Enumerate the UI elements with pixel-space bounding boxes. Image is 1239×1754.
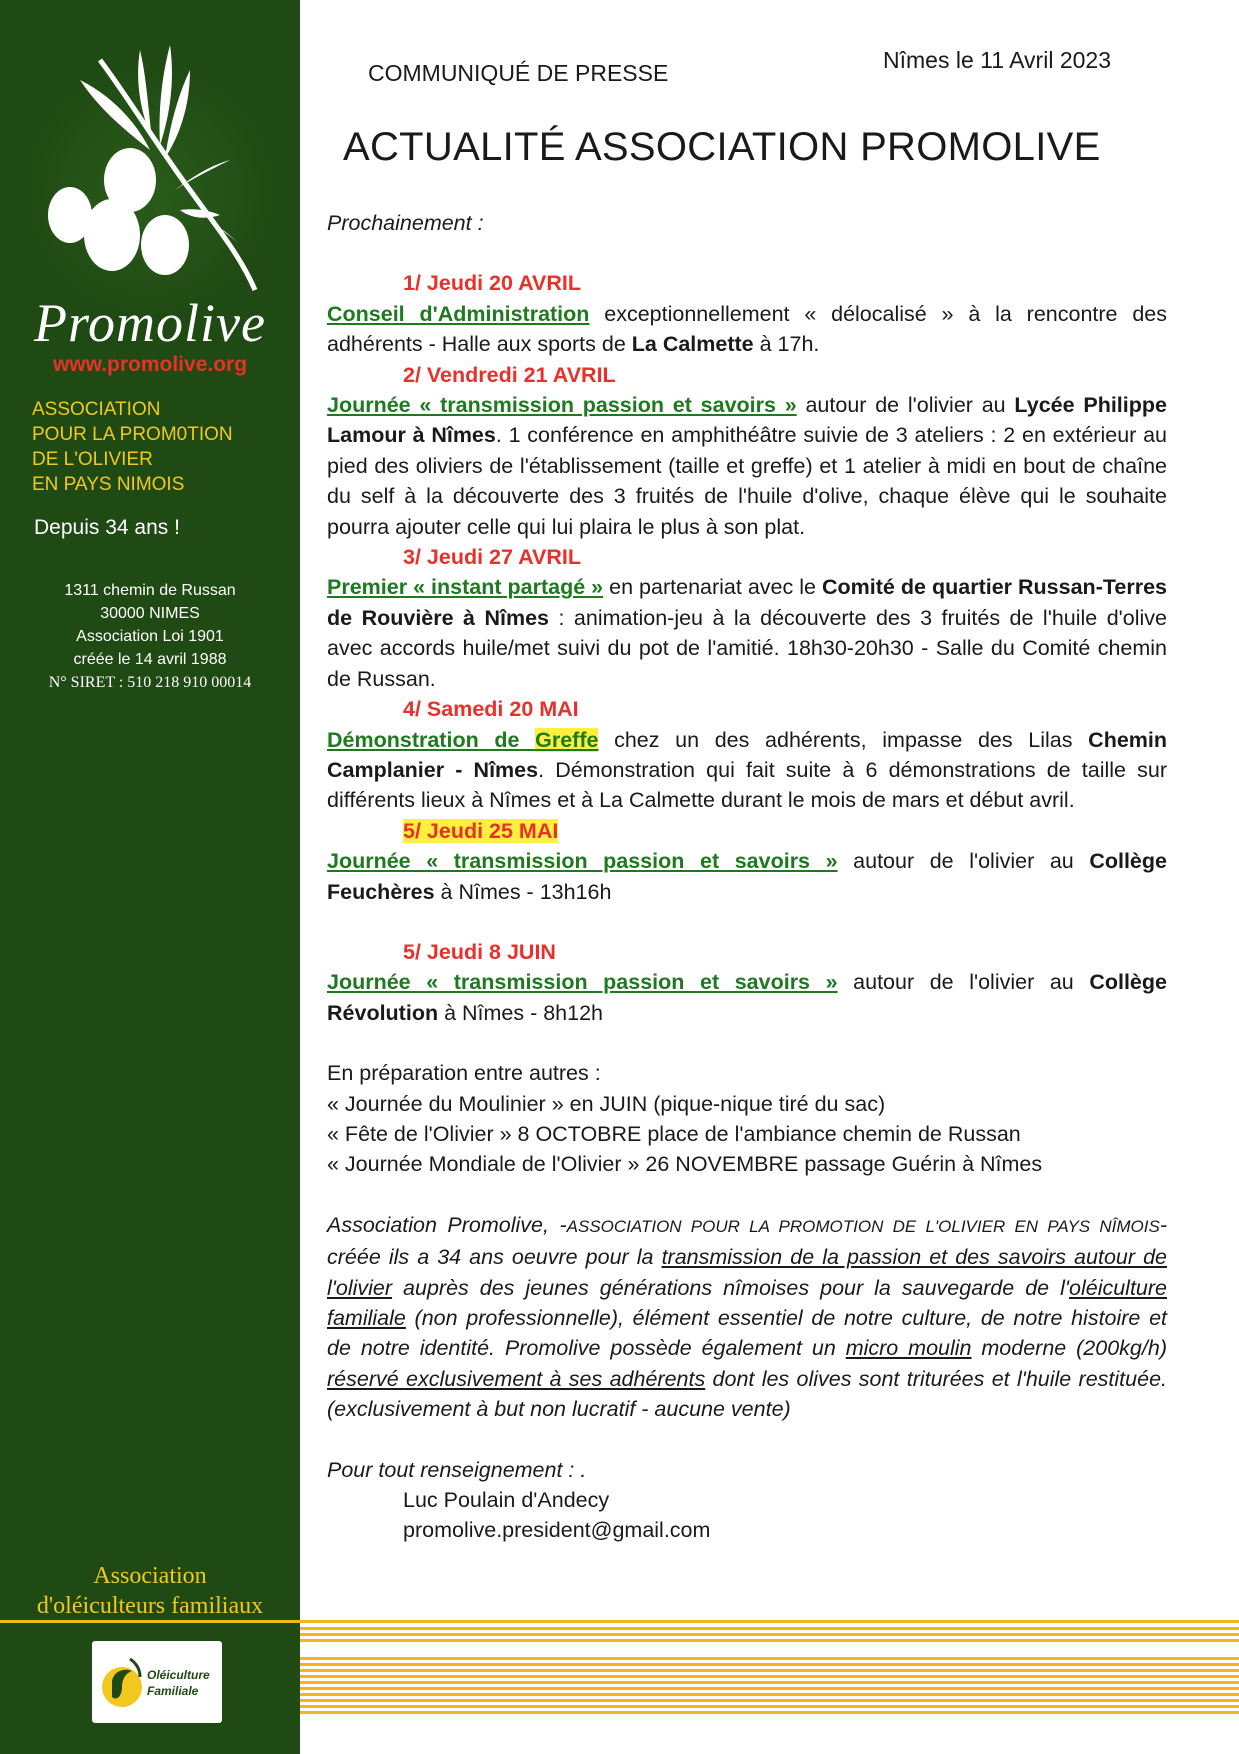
main-content	[327, 208, 1167, 1546]
event-date: 3/ Jeudi 27 AVRIL	[403, 545, 582, 570]
event-title-highlight[interactable]: Greffe	[535, 727, 599, 752]
about-text: (non professionnelle), élément essentiel de notre culture, de notre histoire et de notre identité. Promolive possède également un	[327, 1306, 1167, 1361]
event-date	[327, 816, 1167, 846]
since-text: Depuis 34 ans !	[34, 516, 180, 539]
address-line: 1311 chemin de Russan	[64, 582, 236, 599]
about-underlined: transmission de la passion et des savoirs autour de l'olivier	[327, 1245, 1167, 1300]
event-text: exceptionnellement « délocalisé » à la rencontre des adhérents - Halle aux sports de	[327, 301, 1167, 357]
event-text: chez un des adhérents, impasse des Lilas	[598, 727, 1089, 752]
about-text: auprès des jeunes générations nîmoises pour la sauvegarde de l'	[392, 1275, 1069, 1300]
association-line: POUR LA PROM0TION	[32, 424, 233, 445]
event-text: autour de l'olivier au	[837, 849, 1090, 874]
preparation-item: « Journée Mondiale de l'Olivier » 26 NOVEMBRE passage Guérin à Nîmes	[327, 1152, 1043, 1177]
event-description	[327, 572, 1167, 694]
event-title-link[interactable]: Journée « transmission passion et savoirs »	[327, 393, 797, 418]
event-date: 5/ Jeudi 8 JUIN	[403, 939, 556, 964]
event-date: 1/ Jeudi 20 AVRIL	[403, 271, 582, 296]
event-text: à 17h.	[753, 332, 820, 357]
about-smallcaps: ASSOCIATION POUR LA PROMOTION DE L'OLIVIER EN PAYS NÎMOIS	[566, 1216, 1160, 1236]
event-text: . 1 conférence en amphithéâtre suivie de 3 ateliers : 2 en extérieur au pied des oliviers de l'établissement (taille et greffe) et 1 atelier à midi en bout de chaîne du self à la découverte des 3 fruités de l'huile d'olive, chaque élève qui le souhaite pourra ajouter celle qui lui plaira le plus à son plat.	[327, 423, 1167, 539]
association-name	[32, 397, 233, 497]
event-description	[327, 390, 1167, 542]
address-line: 30000 NIMES	[100, 605, 200, 622]
olive-badge-icon	[100, 1653, 146, 1711]
about-underlined: micro moulin	[845, 1336, 972, 1361]
event-venue: Collège Révolution	[327, 970, 1167, 1025]
intro-text: Prochainement :	[327, 211, 484, 235]
preparation-item: « Journée du Moulinier » en JUIN (pique-nique tiré du sac)	[327, 1091, 886, 1116]
page-title: ACTUALITÉ ASSOCIATION PROMOLIVE	[343, 125, 1101, 169]
contact-intro: Pour tout renseignement : .	[327, 1457, 587, 1482]
badge-line: Oléiculture	[147, 1668, 210, 1682]
event-date-highlight: 5/ Jeudi 25 MAI	[403, 818, 559, 843]
event-title-link[interactable]: Journée « transmission passion et savoirs »	[327, 849, 838, 874]
event-text: autour de l'olivier au	[837, 970, 1090, 995]
footer-line: d'oléiculteurs familiaux	[36, 1593, 264, 1619]
event-title-link[interactable]: Conseil d'Administration	[327, 301, 590, 326]
event-description	[327, 299, 1167, 360]
about-underlined: oléiculture familiale	[327, 1275, 1167, 1330]
event-title-link[interactable]: Premier « instant partagé »	[327, 575, 604, 600]
event-description	[327, 967, 1167, 1028]
address-line: Association Loi 1901	[76, 628, 224, 645]
oleiculture-familiale-badge	[92, 1641, 222, 1723]
about-text: Association Promolive, -	[327, 1212, 567, 1237]
event-venue: Chemin Camplanier - Nîmes	[327, 727, 1168, 782]
event-venue: Comité de quartier Russan-Terres de Rouvière à Nîmes	[327, 575, 1167, 630]
address-block	[0, 579, 300, 694]
about-text: moderne (200kg/h)	[971, 1336, 1167, 1361]
sidebar	[0, 0, 300, 1754]
event-text: . Démonstration qui fait suite à 6 démonstrations de taille sur différents lieux à Nîmes et à La Calmette durant le mois de mars et début avril.	[327, 757, 1167, 813]
event-venue: La Calmette	[631, 332, 754, 357]
footer-line: Association	[93, 1563, 207, 1589]
event-venue: Collège Feuchères	[327, 849, 1167, 904]
contact-name: Luc Poulain d'Andecy	[403, 1488, 610, 1513]
olive-branch-logo	[40, 40, 280, 300]
event-title-link[interactable]: Journée « transmission passion et savoirs »	[327, 970, 838, 995]
event-venue: Lycée Philippe Lamour à Nîmes	[327, 393, 1167, 448]
event-date: 4/ Samedi 20 MAI	[403, 697, 579, 722]
press-release-label: COMMUNIQUÉ DE PRESSE	[368, 60, 669, 86]
website-link[interactable]: www.promolive.org	[52, 353, 248, 376]
event-text: à Nîmes - 13h16h	[434, 879, 612, 904]
association-line: ASSOCIATION	[32, 399, 161, 420]
badge-line: Familiale	[147, 1684, 199, 1698]
contact-email[interactable]: promolive.president@gmail.com	[403, 1518, 711, 1543]
brand-logo-text: Promolive	[34, 293, 266, 353]
event-description	[327, 846, 1167, 907]
event-text: à Nîmes - 8h12h	[438, 1000, 604, 1025]
address-line: créée le 14 avril 1988	[73, 651, 227, 668]
association-line: DE L'OLIVIER	[32, 449, 153, 470]
sidebar-footer-title	[0, 1561, 300, 1621]
event-date: 2/ Vendredi 21 AVRIL	[403, 362, 616, 387]
event-description	[327, 725, 1167, 816]
preparation-intro: En préparation entre autres :	[327, 1061, 601, 1086]
event-text: : animation-jeu à la découverte des 3 fruités de l'huile d'olive avec accords huile/met suivi du pot de l'amitié. 18h30-20h30 - Salle du Comité chemin de Russan.	[327, 605, 1167, 691]
about-text: - créée ils a 34 ans oeuvre pour la	[327, 1212, 1167, 1270]
preparation-item: « Fête de l'Olivier » 8 OCTOBRE place de l'ambiance chemin de Russan	[327, 1121, 1021, 1146]
association-line: EN PAYS NIMOIS	[32, 474, 185, 495]
event-title-link[interactable]: Démonstration de	[327, 727, 536, 752]
siret-number: N° SIRET : 510 218 910 00014	[48, 674, 252, 691]
date-line: Nîmes le 11 Avril 2023	[883, 47, 1111, 73]
event-text: en partenariat avec le	[603, 575, 823, 600]
event-text: autour de l'olivier au	[796, 393, 1015, 418]
about-text: dont les olives sont triturées et l'huile restituée. (exclusivement à but non lucratif - aucune vente)	[327, 1366, 1167, 1422]
about-underlined: réservé exclusivement à ses adhérents	[327, 1366, 706, 1391]
about-paragraph	[327, 1210, 1167, 1425]
